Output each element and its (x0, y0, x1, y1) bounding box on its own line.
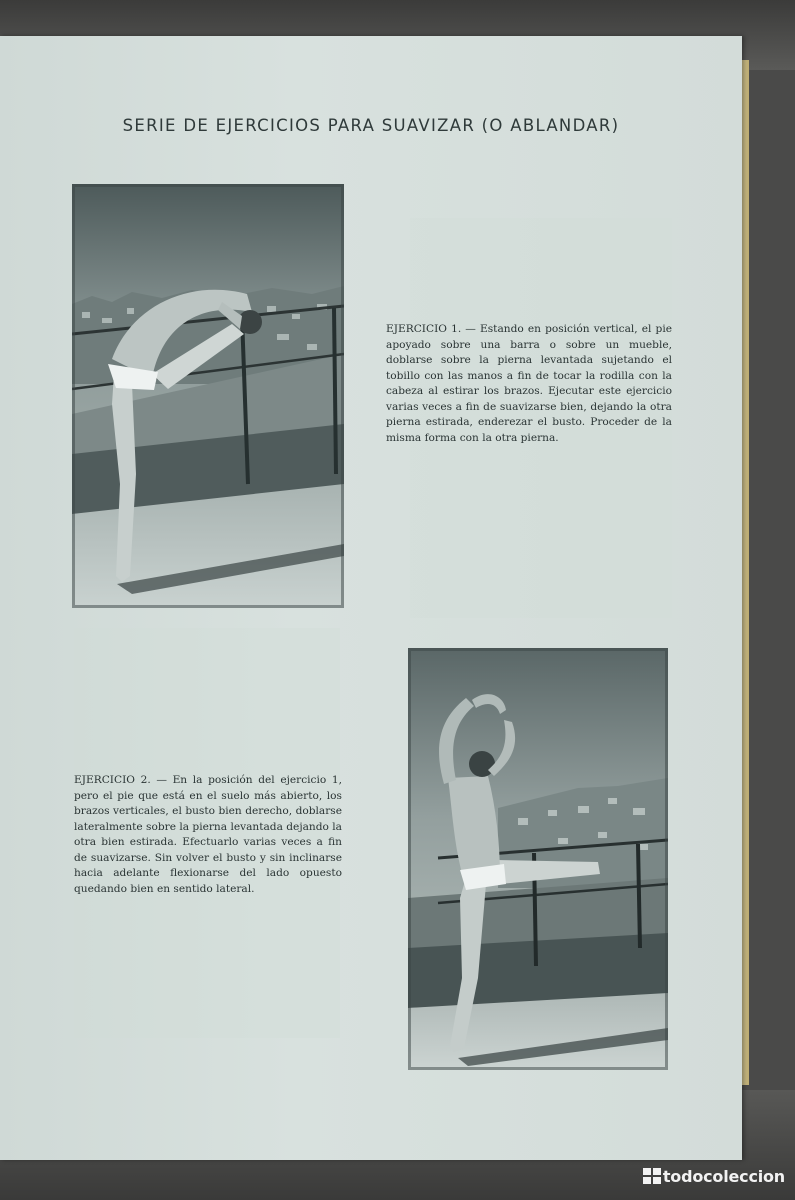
todocoleccion-logo-icon (643, 1168, 661, 1184)
exercise-2-photo (408, 648, 668, 1070)
exercise-1-photo (72, 184, 344, 608)
page-title: SERIE DE EJERCICIOS PARA SUAVIZAR (O ABLANDAR) (122, 116, 620, 135)
exercise-2-text: EJERCICIO 2. — En la posición del ejercicio 1, pero el pie que está en el suelo más abierto, los brazos verticales, el busto bien derecho, doblarse lateralmente sobre la pierna levantada dejando la otra bien estirada. Efectuarlo varias veces a fin de suavizarse. Sin volver el busto y sin inclinarse hacia adelante flexionarse del lado opuesto quedando bien en sentido lateral. (74, 774, 342, 895)
book-page (0, 36, 742, 1160)
exercise-1-text: EJERCICIO 1. — Estando en posición vertical, el pie apoyado sobre una barra o sobre un mueble, doblarse sobre la pierna levantada sujetando el tobillo con las manos a fin de tocar la rodilla con la cabeza al estirar los brazos. Ejecutar este ejercicio varias veces a fin de suavizarse bien, dejando la otra pierna estirada, enderezar el busto. Proceder de la misma forma con la otra pierna. (386, 323, 672, 444)
watermark (643, 1167, 785, 1186)
watermark-text: todocoleccion (662, 1167, 785, 1186)
